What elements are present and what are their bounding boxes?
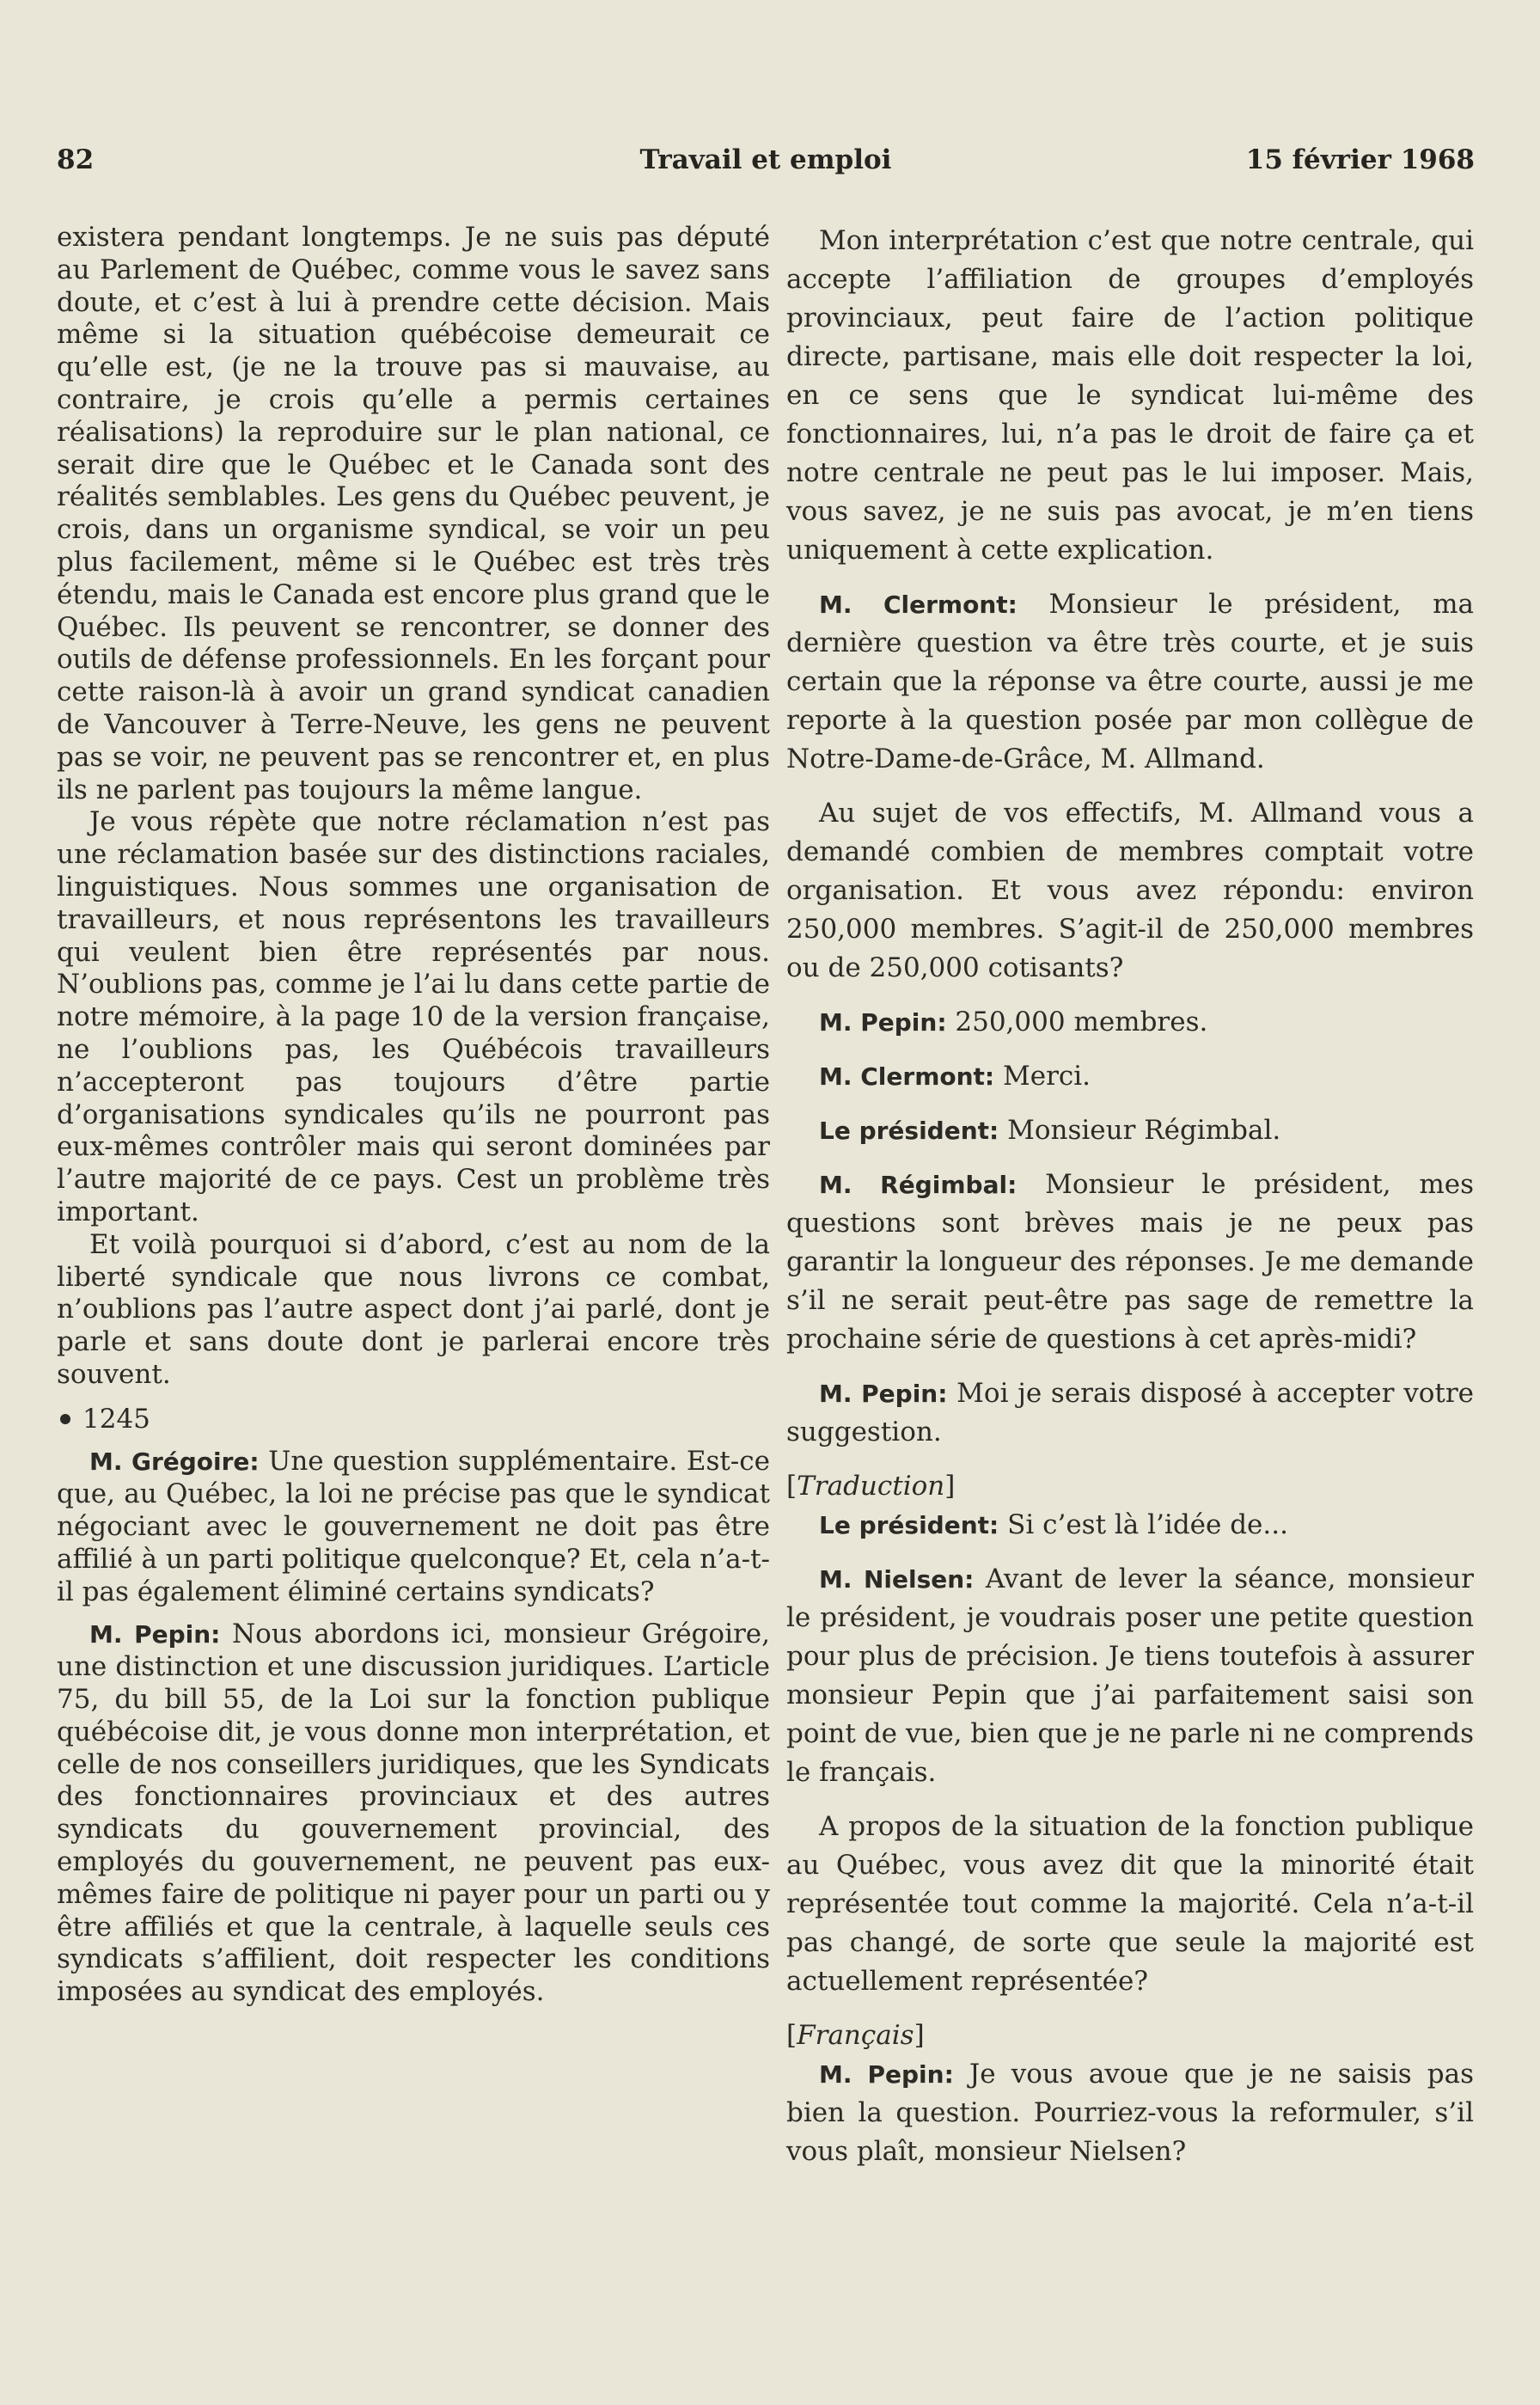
speech: [786, 1374, 1474, 1452]
speaker-name: M. Régimbal:: [819, 1171, 1018, 1199]
time-marker: [57, 1404, 770, 1436]
paragraph: Mon interprétation c’est que notre centrale, qui accepte l’affiliation de groupes d’employés provinciaux, peut faire de l’action politique directe, partisane, mais elle doit respecter la loi, en ce sens que le syndicat lui-même des fonctionnaires, lui, n’a pas le droit de faire ça et notre centrale ne peut pas le lui imposer. Mais, vous savez, je ne suis pas avocat, je m’en tiens uniquement à cette explication.: [786, 225, 1474, 566]
speech-text: Moi je serais disposé à accepter votre suggestion.: [786, 1378, 1474, 1447]
paragraph: existera pendant longtemps. Je ne suis pas député au Parlement de Québec, comme vous le savez sans doute, et c’est à lui à prendre cette décision. Mais même si la situation québécoise demeurait ce qu’elle est, (je ne la trouve pas si mauvaise, au contraire, je crois qu’elle a permis certaines réalisations) la reproduire sur le plan national, ce serait dire que le Québec et le Canada sont des réalités semblables. Les gens du Québec peuvent, je crois, dans un organisme syndical, se voir un peu plus facilement, même si le Québec est très très étendu, mais le Canada est encore plus grand que le Québec. Ils peuvent se rencontrer, se donner des outils de défense professionnels. En les forçant pour cette raison-là à avoir un grand syndicat canadien de Vancouver à Terre-Neuve, les gens ne peuvent pas se voir, ne peuvent pas se rencontrer et, en plus ils ne parlent pas toujours la même langue.: [57, 222, 770, 805]
speech-text: Monsieur Régimbal.: [1007, 1115, 1281, 1146]
translation-label: [Traduction]: [786, 1471, 956, 1502]
right-column: [786, 222, 1474, 2171]
page-header: [57, 144, 1475, 182]
speaker-name: M. Pepin:: [89, 1620, 221, 1649]
translation-label-text: Traduction: [797, 1471, 945, 1502]
speech-text: Une question supplémentaire. Est-ce que, au Québec, la loi ne précise pas que le syndicat négociant avec le gouvernement ne doit pas être affilié à un parti politique quelconque? Et, cela n’a-t-il pas également éliminé certains syndicats?: [57, 1446, 770, 1607]
speech: [786, 1057, 1474, 1096]
speech: [786, 1111, 1474, 1150]
speech: [786, 585, 1474, 779]
speech: [786, 2055, 1474, 2171]
speech-text: Monsieur le président, mes questions sont brèves mais je ne peux pas garantir la longueur des réponses. Je me demande s’il ne serait peut-être pas sage de remettre la prochaine série de questions à cet après-midi?: [786, 1169, 1474, 1355]
paragraph: Je vous répète que notre réclamation n’est pas une réclamation basée sur des distinctions raciales, linguistiques. Nous sommes une organisation de travailleurs, et nous représentons les travailleurs qui veulent bien être représentés par nous. N’oublions pas, comme je l’ai lu dans cette partie de notre mémoire, à la page 10 de la version française, ne l’oublions pas, les Québécois travailleurs n’accepteront pas toujours d’être partie d’organisations syndicales qu’ils ne pourront pas eux-mêmes contrôler mais qui seront dominées par l’autre majorité de ce pays. Cest un problème très important.: [57, 806, 770, 1227]
speaker-name: Le président:: [819, 1117, 999, 1145]
paragraph: Au sujet de vos effectifs, M. Allmand vous a demandé combien de membres comptait votre organisation. Et vous avez répondu: environ 250,000 membres. S’agit-il de 250,000 membres ou de 250,000 cotisants?: [786, 798, 1474, 983]
speaker-name: Le président:: [819, 1511, 999, 1539]
speech-text: Avant de lever la séance, monsieur le président, je voudrais poser une petite question pour plus de précision. Je tiens toutefois à assurer monsieur Pepin que j’ai parfaitement saisi son point de vue, bien que je ne parle ni ne comprends le français.: [786, 1564, 1474, 1788]
running-title: Travail et emploi: [639, 144, 892, 175]
speech-text: Merci.: [1002, 1061, 1091, 1092]
speech-text: Si c’est là l’idée de...: [1007, 1509, 1288, 1540]
speech-text: Monsieur le président, ma dernière question va être très courte, et je suis certain que la réponse va être courte, aussi je me reporte à la question posée par mon collègue de Notre-Dame-de-Grâce, M. Allmand.: [786, 589, 1474, 774]
page-number: 82: [57, 144, 95, 175]
speech: [786, 1166, 1474, 1359]
speech: [57, 1446, 770, 1608]
header-date: 15 février 1968: [1245, 144, 1475, 175]
paragraph: A propos de la situation de la fonction publique au Québec, vous avez dit que la minorité était représentée tout comme la majorité. Cela n’a-t-il pas changé, de sorte que seule la majorité est actuellement représentée?: [786, 1811, 1474, 1997]
speech: [786, 1560, 1474, 1792]
language-label-text: Français: [797, 2020, 914, 2051]
speech-text: Nous abordons ici, monsieur Grégoire, une distinction et une discussion juridiques. L’article 75, du bill 55, de la Loi sur la fonction publique québécoise dit, je vous donne mon interprétation, et celle de nos conseillers juridiques, que les Syndicats des fonctionnaires provinciaux et des autres syndicats du gouvernement provincial, des employés du gouvernement, ne peuvent pas eux-mêmes faire de politique ni payer pour un parti ou y être affiliés et que la centrale, à laquelle seuls ces syndicats s’affilient, doit respecter les conditions imposées au syndicat des employés.: [57, 1619, 770, 2008]
speaker-name: M. Nielsen:: [819, 1565, 975, 1594]
speaker-name: M. Clermont:: [819, 591, 1018, 619]
speech-text: Je vous avoue que je ne saisis pas bien la question. Pourriez-vous la reformuler, s’il vous plaît, monsieur Nielsen?: [786, 2059, 1475, 2167]
speech-text: 250,000 membres.: [955, 1007, 1208, 1037]
language-label: [Français]: [786, 2020, 925, 2051]
speaker-name: M. Pepin:: [819, 1380, 948, 1408]
speaker-name: M. Grégoire:: [89, 1447, 260, 1477]
time-marker-text: 1245: [82, 1403, 150, 1435]
speech: [786, 1003, 1474, 1042]
left-column: [57, 222, 770, 2009]
speaker-name: M. Pepin:: [819, 1008, 947, 1037]
bullet-icon: [60, 1414, 70, 1424]
speaker-name: M. Clermont:: [819, 1062, 995, 1091]
speech: [786, 1506, 1474, 1545]
speaker-name: M. Pepin:: [819, 2060, 954, 2089]
speech: [57, 1619, 770, 2009]
paragraph: Et voilà pourquoi si d’abord, c’est au nom de la liberté syndicale que nous livrons ce combat, n’oublions pas l’autre aspect dont j’ai parlé, dont je parle et sans doute dont je parlerai encore très souvent.: [57, 1228, 770, 1390]
